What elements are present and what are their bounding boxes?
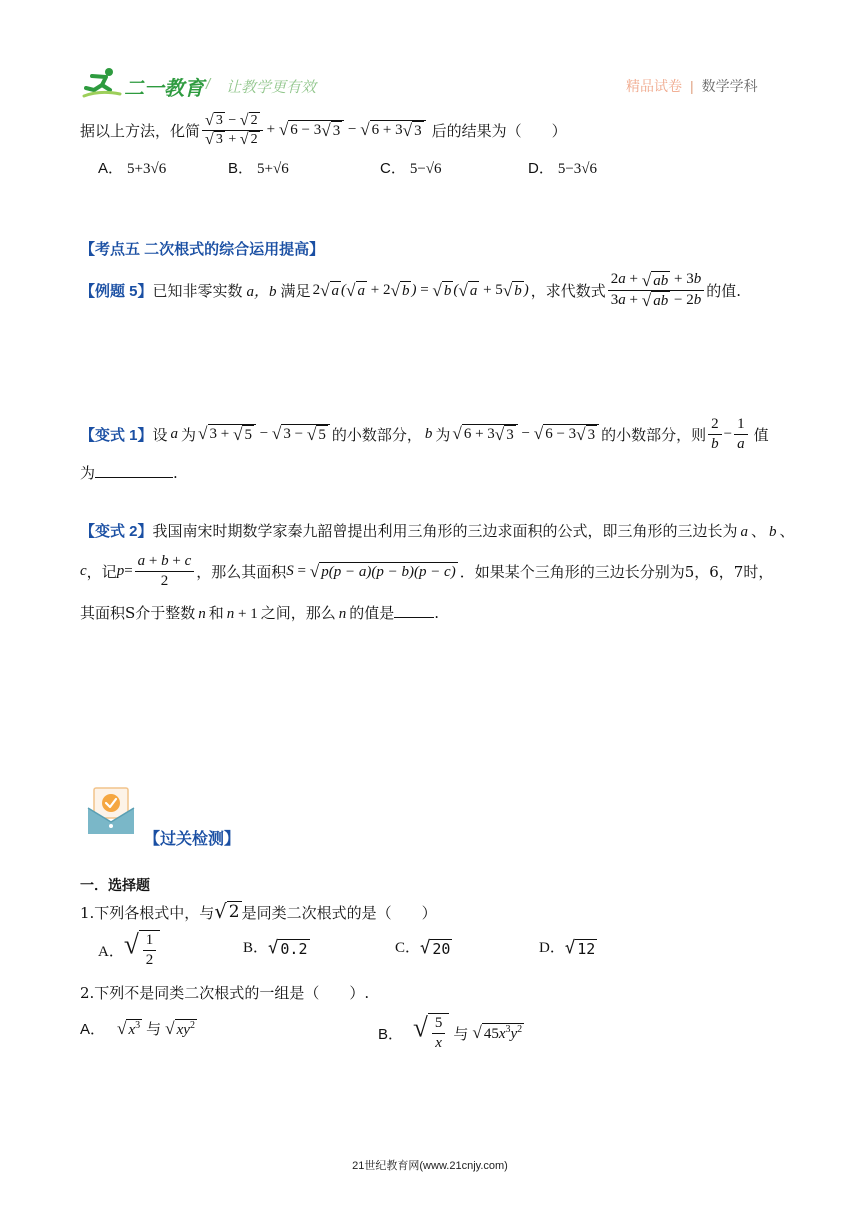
footer-text: 21世纪教育网(www.21cnjy.com) [352, 1160, 508, 1172]
var-n: n [198, 606, 206, 622]
target-expression: $\frac{2}{b}$ − $\frac{1}{a}$ [706, 415, 749, 454]
q2-option-a[interactable]: A． √ $x^3$ 与 √ $xy^2$ [80, 1018, 195, 1038]
header-separator: | [690, 78, 694, 94]
option-a[interactable]: A． 5+3√6 [98, 160, 167, 177]
variant-2-line-3 [80, 602, 439, 623]
variant1-text: 的小数部分， [331, 425, 422, 444]
header-slogan: 让教学更有效 [226, 79, 317, 96]
variant2-text: 的值是 [349, 604, 395, 622]
section-heading: 一．选择题 [80, 877, 150, 893]
p-definition: p = $\frac{a + b + c}{2}$ [117, 552, 197, 591]
header [0, 0, 860, 110]
vars-ab: a，b [246, 283, 277, 300]
var-n-plus-1: n + 1 [226, 606, 258, 622]
variant1-text: 值 [753, 425, 769, 444]
variant2-text: ，记 [86, 562, 117, 581]
expr-b: √ 6 + 3 √ 3 − √ 6 − 3 √ 3 [452, 424, 599, 444]
variant2-text: ．如果某个三角形的三边长分别为5，6，7时， [459, 562, 774, 581]
variant2-text: ，那么其面积 [196, 562, 287, 581]
variant2-tag: 【变式 2】 [80, 523, 153, 540]
variant-2-line-2 [80, 551, 773, 591]
q1-text: 1.下列各根式中，与 [80, 903, 215, 922]
q1-option-d[interactable]: D． √ 12 [539, 937, 596, 958]
q2-option-b[interactable]: B． √ $\frac{5}{x}$ 与 √ $45x^3y^2$ [378, 1012, 523, 1051]
variant1-text: 的小数部分，则 [601, 425, 707, 444]
variant1-text: 设 [152, 425, 168, 444]
checkmark-envelope-icon [86, 786, 136, 836]
header-tag: 精品试卷 [626, 78, 682, 94]
sqrt-2: √ 2 [214, 900, 240, 924]
q1-option-c[interactable]: C． √ 20 [395, 937, 451, 958]
simplify-suffix: 后的结果为（ ） [431, 121, 567, 140]
example-text-3: ，求代数式 [530, 281, 606, 300]
simplify-prefix: 据以上方法，化简 [80, 121, 201, 140]
example-text-2: 满足 [280, 281, 311, 300]
header-slash: / [206, 76, 211, 93]
variant1-text: 为 [181, 425, 197, 444]
q1-option-b[interactable]: B． √ 0.2 [243, 937, 308, 958]
var-n: n [338, 606, 347, 622]
variant2-text: 、 [779, 522, 795, 540]
option-b[interactable]: B． 5+√6 [228, 160, 289, 177]
variant2-text: 其面积S介于整数 [80, 604, 196, 622]
variant-2-line-1 [80, 520, 795, 541]
option-c[interactable]: C． 5−√6 [380, 160, 442, 177]
variant1-text: 为 [435, 425, 451, 444]
var-a: a [170, 425, 179, 442]
variant1-answer-line [80, 462, 178, 483]
var-a: a [740, 524, 749, 540]
q1-text: 是同类二次根式的是（ ） [241, 903, 437, 922]
equation: 2 √ a ( √ a + 2 √ b ) = √ b ( √ a + 5 √ b ) [312, 280, 529, 300]
variant2-text: 之间，那么 [260, 604, 336, 622]
variant2-text: 和 [208, 604, 224, 622]
answer-blank[interactable] [394, 603, 434, 618]
brand-logo-text: 二一教育 [124, 78, 204, 100]
option-value: √ $\frac{1}{2}$ [124, 930, 160, 970]
header-subject: 数学学科 [701, 78, 758, 94]
runner-logo-icon [82, 66, 122, 100]
q1-options [98, 928, 658, 972]
variant2-text: 我国南宋时期数学家秦九韶曾提出利用三角形的三边求面积的公式，即三角形的三边长为 [152, 522, 738, 540]
var-b: b [424, 425, 433, 442]
question-2: 2.下列不是同类二次根式的一组是（ ）. [80, 984, 370, 1002]
variant1-tag: 【变式 1】 [80, 426, 153, 444]
simplify-expression: + √ 6 − 3 √ 3 − √ 6 + 3 √ 3 [267, 120, 426, 140]
example-text-4: 的值. [706, 281, 741, 300]
simplify-fraction: √ 3 − √ 2 √ 3 + √ 2 [202, 112, 263, 149]
variant2-text: 、 [751, 522, 767, 540]
var-b: b [769, 524, 777, 540]
question-1 [80, 900, 437, 924]
answer-blank[interactable] [95, 463, 173, 478]
example-5 [80, 267, 741, 313]
heron-formula: S = √ p(p − a)(p − b)(p − c) [286, 561, 456, 581]
option-d[interactable]: D． 5−3√6 [528, 160, 598, 177]
q2-options [80, 1010, 680, 1056]
example-text-1: 已知非零实数 [152, 281, 243, 300]
variant2-text: . [434, 604, 440, 622]
simplify-question [80, 108, 567, 152]
expr-a: √ 3 + √ 5 − √ 3 − √ 5 [198, 424, 330, 444]
var-c: c [80, 562, 87, 579]
checkpoint-title: 【过关检测】 [144, 831, 241, 848]
algebraic-fraction: 2a + √ ab + 3b 3a + √ ab − 2b [608, 270, 704, 309]
q1-option-a[interactable]: A． √ $\frac{1}{2}$ [98, 932, 160, 968]
section-title: 【考点五 二次根式的综合运用提高】 [80, 241, 325, 258]
header-right [626, 76, 758, 96]
variant-1 [80, 412, 769, 456]
variant1-text: 为 [80, 464, 96, 482]
example-tag: 【例题 5】 [80, 282, 153, 300]
simplify-options [98, 157, 658, 181]
variant1-text: . [173, 464, 178, 482]
